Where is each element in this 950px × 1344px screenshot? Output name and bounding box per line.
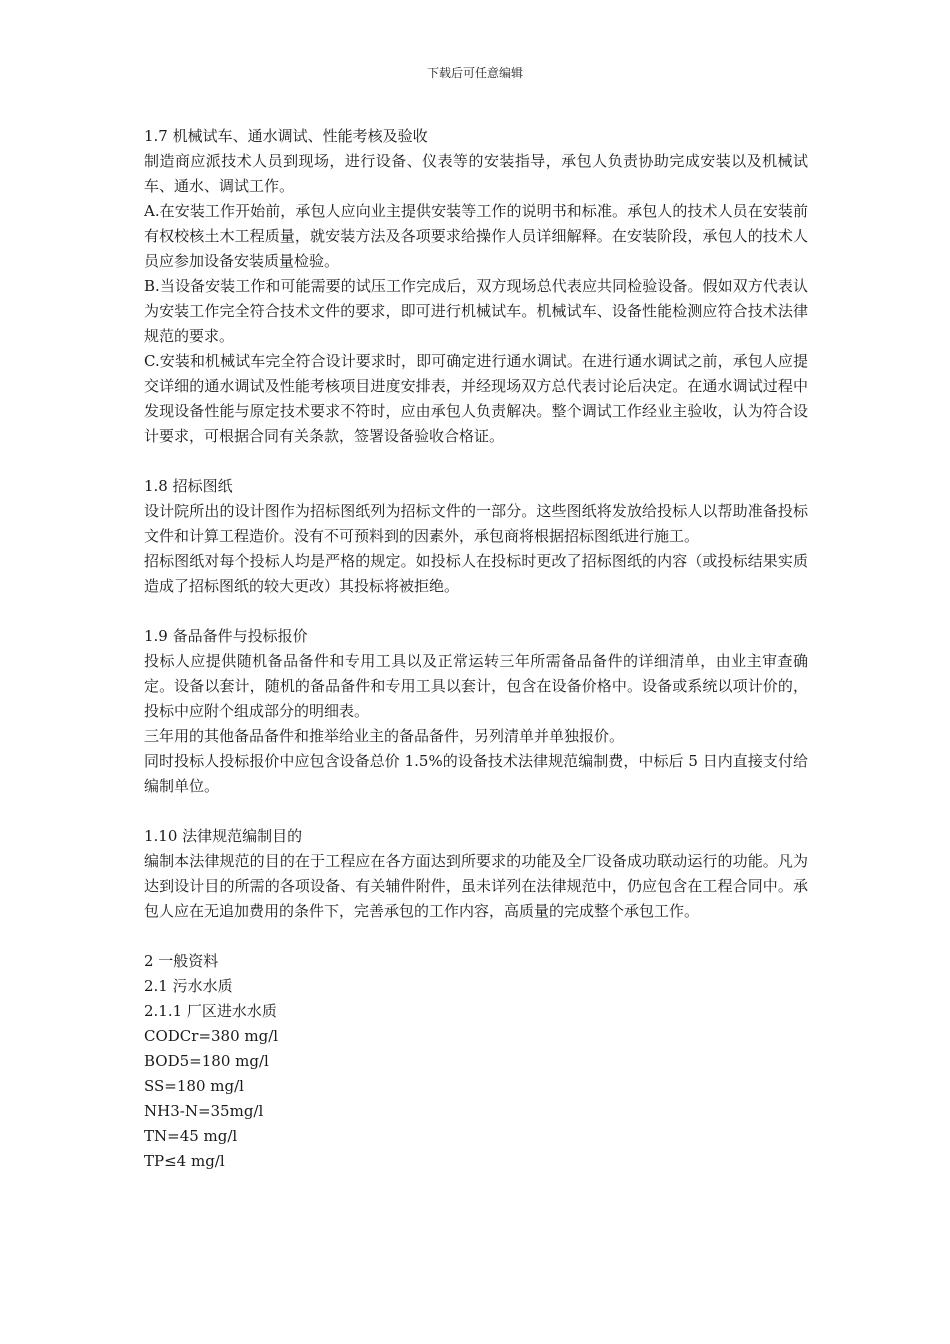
section-1-8-paragraph-1: 设计院所出的设计图作为招标图纸列为招标文件的一部分。这些图纸将发放给投标人以帮助准备投标文件和计算工程造价。没有不可预料到的因素外，承包商将根据招标图纸进行施工。 (144, 502, 808, 545)
section-1-7-paragraph: 制造商应派技术人员到现场，进行设备、仪表等的安装指导，承包人负责协助完成安装以及机械试车、通水、调试工作。 (144, 152, 808, 195)
section-1-10-heading: 1.10 法律规范编制目的 (144, 827, 303, 845)
section-1-10-paragraph: 编制本法律规范的目的在于工程应在各方面达到所要求的功能及全厂设备成功联动运行的功能。凡为达到设计目的所需的各项设备、有关辅件附件，虽未详列在法律规范中，仍应包含在工程合同中。承包人应在无追加费用的条件下，完善承包的工作内容，高质量的完成整个承包工作。 (144, 852, 808, 920)
section-2-1-heading: 2.1 污水水质 (144, 977, 233, 995)
section-1-9-heading: 1.9 备品备件与投标报价 (144, 627, 308, 645)
section-1-9-paragraph-3: 同时投标人投标报价中应包含设备总价 1.5%的设备技术法律规范编制费，中标后 5 日内直接支付给编制单位。 (144, 752, 808, 795)
section-1-7-item-c: C.安装和机械试车完全符合设计要求时，即可确定进行通水调试。在进行通水调试之前，承包人应提交详细的通水调试及性能考核项目进度安排表，并经现场双方总代表讨论后决定。在通水调试过程中发现设备性能与原定技术要求不符时，应由承包人负责解决。整个调试工作经业主验收，认为符合设计要求，可根据合同有关条款，签署设备验收合格证。 (144, 352, 808, 445)
water-quality-item: SS=180 mg/l (144, 1077, 244, 1095)
section-1-9-paragraph-2: 三年用的其他备品备件和推举给业主的备品备件，另列清单并单独报价。 (144, 727, 625, 745)
document-body (144, 124, 808, 1174)
section-1-7-heading: 1.7 机械试车、通水调试、性能考核及验收 (144, 127, 428, 145)
section-spacer (144, 449, 808, 474)
page-header: 下载后可任意编辑 (426, 66, 523, 80)
water-quality-item: TP≤4 mg/l (144, 1152, 225, 1170)
water-quality-item: CODCr=380 mg/l (144, 1027, 279, 1045)
section-1-8-heading: 1.8 招标图纸 (144, 477, 233, 495)
section-spacer (144, 599, 808, 624)
section-spacer (144, 924, 808, 949)
water-quality-item: BOD5=180 mg/l (144, 1052, 269, 1070)
section-2-1-1-heading: 2.1.1 厂区进水水质 (144, 1002, 277, 1020)
section-1-9-paragraph-1: 投标人应提供随机备品备件和专用工具以及正常运转三年所需备品备件的详细清单，由业主审查确定。设备以套计，随机的备品备件和专用工具以套计，包含在设备价格中。设备或系统以项计价的，投标中应附个组成部分的明细表。 (144, 652, 808, 720)
water-quality-item: NH3-N=35mg/l (144, 1102, 264, 1120)
section-1-8-paragraph-2: 招标图纸对每个投标人均是严格的规定。如投标人在投标时更改了招标图纸的内容（或投标结果实质造成了招标图纸的较大更改）其投标将被拒绝。 (144, 552, 808, 595)
section-spacer (144, 799, 808, 824)
section-1-7-item-a: A.在安装工作开始前，承包人应向业主提供安装等工作的说明书和标准。承包人的技术人员在安装前有权校核土木工程质量，就安装方法及各项要求给操作人员详细解释。在安装阶段，承包人的技术人员应参加设备安装质量检验。 (144, 202, 808, 270)
section-1-7-item-b: B.当设备安装工作和可能需要的试压工作完成后，双方现场总代表应共同检验设备。假如双方代表认为安装工作完全符合技术文件的要求，即可进行机械试车。机械试车、设备性能检测应符合技术法律规范的要求。 (144, 277, 808, 345)
water-quality-item: TN=45 mg/l (144, 1127, 238, 1145)
section-2-heading: 2 一般资料 (144, 952, 219, 970)
